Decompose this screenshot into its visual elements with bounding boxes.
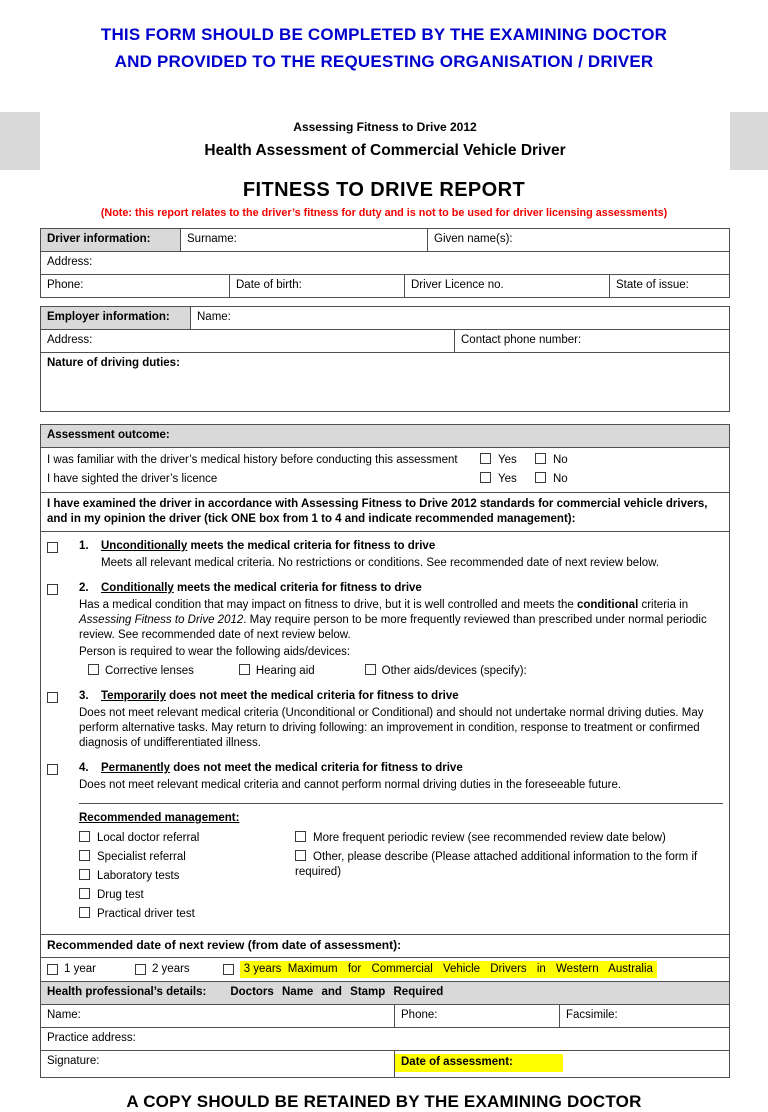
driver-row-1 (41, 229, 729, 252)
sighted-no-group (535, 472, 568, 487)
review-heading-text: Recommended date of next review (from date of assessment): (47, 938, 402, 952)
option-3-keyword: Temporarily (101, 690, 166, 702)
title-band (0, 112, 768, 170)
assessment-table (40, 424, 730, 1078)
management-left-column (79, 831, 295, 926)
practical-driver-test-option (79, 907, 295, 922)
more-frequent-review-label: More frequent periodic review (see recommended review date below) (313, 832, 666, 844)
professional-stamp-note: Doctors Name and Stamp Required (230, 986, 444, 998)
driver-phone-field[interactable]: Phone: (41, 275, 230, 297)
sighted-no-checkbox[interactable] (535, 472, 546, 483)
option-3-body: Does not meet relevant medical criteria (Unconditional or Conditional) and should not undertake normal driving duties. May perform alternative tasks. May return to driving following: an improvement in condition, response to treatment or confirmed diagnosis of undifferentiated illness. (79, 707, 704, 749)
employer-name-field[interactable]: Name: (197, 311, 231, 323)
no-label: No (553, 454, 568, 466)
report-note: (Note: this report relates to the driver’s fitness for duty and is not to be used for driver licensing assessments) (100, 207, 668, 219)
assessment-options-cell (41, 532, 729, 934)
spacer (40, 412, 730, 424)
option-3-checkbox[interactable] (47, 692, 58, 703)
laboratory-tests-checkbox[interactable] (79, 869, 90, 880)
management-heading: Recommended management: (79, 812, 240, 824)
practice-address-row (41, 1028, 729, 1051)
question-familiar-text: I was familiar with the driver’s medical history before conducting this assessment (47, 454, 458, 466)
management-columns (79, 831, 723, 926)
employer-info-table (40, 306, 730, 412)
other-aids-checkbox[interactable] (365, 664, 376, 675)
professional-name-row (41, 1005, 729, 1028)
dob-field[interactable]: Date of birth: (230, 275, 405, 297)
review-3-years-highlight (240, 961, 657, 978)
local-doctor-referral-label: Local doctor referral (97, 832, 200, 844)
driver-address-field[interactable]: Address: (47, 256, 93, 268)
familiar-no-checkbox[interactable] (535, 453, 546, 464)
sighted-yes-group (480, 472, 517, 487)
review-2-years-option (135, 962, 190, 977)
given-names-field[interactable]: Given name(s): (434, 233, 513, 245)
option-1-checkbox[interactable] (47, 542, 58, 553)
practice-address-field[interactable]: Practice address: (47, 1032, 136, 1044)
professional-name-field[interactable]: Name: (41, 1005, 395, 1027)
sighted-yes-checkbox[interactable] (480, 472, 491, 483)
question-sighted (47, 470, 723, 489)
review-1-year-label: 1 year (64, 963, 96, 975)
option-4-keyword: Permanently (101, 762, 171, 774)
review-options-row (41, 958, 729, 982)
review-3-years-note: Maximum for Commercial Vehicle Drivers in Western Australia (287, 963, 653, 975)
yes-label: Yes (498, 473, 517, 485)
option-1-body: Meets all relevant medical criteria. No restrictions or conditions. See recommended date of next review below. (101, 557, 660, 569)
professional-header-row (41, 982, 729, 1005)
more-frequent-review-checkbox[interactable] (295, 831, 306, 842)
practical-driver-test-label: Practical driver test (97, 908, 195, 920)
option-3 (47, 689, 723, 751)
option-2-body-italic: Assessing Fitness to Drive 2012 (79, 614, 244, 626)
drug-test-label: Drug test (97, 889, 144, 901)
option-2-heading-text: meets the medical criteria for fitness to drive (173, 582, 422, 594)
other-aids-option (365, 664, 527, 679)
driver-section-label: Driver information: (41, 229, 181, 251)
review-2-years-checkbox[interactable] (135, 964, 146, 975)
driver-row-3 (41, 275, 729, 297)
option-4-number: 4. (79, 762, 89, 774)
assessment-section-label: Assessment outcome: (41, 425, 729, 447)
form-subtitle: Health Assessment of Commercial Vehicle Driver (204, 142, 566, 159)
driver-row-2 (41, 252, 729, 275)
assessment-questions-cell (41, 448, 729, 492)
date-of-assessment-label: Date of assessment: (395, 1054, 563, 1072)
practical-driver-test-checkbox[interactable] (79, 907, 90, 918)
option-2-checkbox[interactable] (47, 584, 58, 595)
professional-phone-field[interactable]: Phone: (395, 1005, 560, 1027)
recommended-management-block (79, 803, 723, 934)
option-2-body (79, 598, 723, 643)
aids-row (79, 664, 723, 679)
option-4-heading-text: does not meet the medical criteria for fitness to drive (170, 762, 463, 774)
option-3-heading-text: does not meet the medical criteria for fitness to drive (165, 690, 459, 702)
assessment-questions-row (41, 448, 729, 493)
licence-no-field[interactable]: Driver Licence no. (405, 275, 610, 297)
aids-intro-text: Person is required to wear the following aids/devices: (79, 646, 351, 658)
no-label: No (553, 473, 568, 485)
option-1-number: 1. (79, 540, 89, 552)
review-3-years-option (223, 961, 657, 978)
review-3-years-label: 3 years (243, 963, 282, 975)
option-2-number: 2. (79, 582, 89, 594)
assessment-options-row (41, 532, 729, 935)
laboratory-tests-option (79, 869, 295, 884)
drug-test-checkbox[interactable] (79, 888, 90, 899)
other-describe-checkbox[interactable] (295, 850, 306, 861)
form-body (40, 228, 730, 1078)
hearing-aid-checkbox[interactable] (239, 664, 250, 675)
employer-row-2 (41, 330, 729, 353)
option-1-heading (79, 539, 723, 554)
top-instruction-line2: AND PROVIDED TO THE REQUESTING ORGANISATION / DRIVER (114, 52, 654, 71)
assessment-header-row (41, 425, 729, 448)
professional-header-cell (41, 982, 729, 1004)
option-2-body-fragment: . May require person to be more frequently reviewed than prescribed under normal periodic review. See recommended date of next review below. (79, 614, 707, 641)
review-2-years-label: 2 years (151, 963, 190, 975)
question-sighted-text: I have sighted the driver’s licence (47, 473, 218, 485)
option-4 (47, 761, 723, 793)
corrective-lenses-checkbox[interactable] (88, 664, 99, 675)
laboratory-tests-label: Laboratory tests (97, 870, 180, 882)
review-1-year-option (47, 962, 96, 977)
bottom-instruction: A COPY SHOULD BE RETAINED BY THE EXAMINING DOCTOR (126, 1092, 642, 1111)
option-1-heading-text: meets the medical criteria for fitness to drive (187, 540, 436, 552)
employer-row-3 (41, 353, 729, 411)
option-3-number: 3. (79, 690, 89, 702)
specialist-referral-label: Specialist referral (97, 851, 186, 863)
top-instruction-line1: THIS FORM SHOULD BE COMPLETED BY THE EXAMINING DOCTOR (100, 25, 668, 44)
date-of-assessment-cell[interactable] (395, 1051, 729, 1077)
review-1-year-checkbox[interactable] (47, 964, 58, 975)
yes-label: Yes (498, 454, 517, 466)
more-frequent-review-option (295, 831, 717, 846)
facsimile-field[interactable]: Facsimile: (566, 1009, 618, 1021)
other-describe-option (295, 850, 717, 880)
other-describe-label: Other, please describe (Please attached additional information to the form if required) (295, 851, 698, 878)
assessment-intro-text: I have examined the driver in accordance with Assessing Fitness to Drive 2012 standards for commercial vehicle drivers, and in my opinion the driver (tick ONE box from 1 to 4 and indicate recommended management): (47, 498, 708, 525)
option-1-keyword: Unconditionally (101, 540, 188, 552)
employer-address-field[interactable]: Address: (41, 330, 455, 352)
option-1 (47, 539, 723, 571)
review-3-years-checkbox[interactable] (223, 964, 234, 975)
management-right-column (295, 831, 723, 926)
review-heading-row (41, 935, 729, 958)
option-4-heading (79, 761, 723, 776)
familiar-no-group (535, 453, 568, 468)
edition-title: Assessing Fitness to Drive 2012 (293, 120, 477, 134)
option-2-body-fragment: Has a medical condition that may impact on fitness to drive, but it is well controlled and meets the (79, 599, 577, 611)
option-2-heading (79, 581, 723, 596)
state-of-issue-field[interactable]: State of issue: (616, 279, 689, 291)
familiar-yes-checkbox[interactable] (480, 453, 491, 464)
option-2-keyword: Conditionally (101, 582, 174, 594)
local-doctor-referral-checkbox[interactable] (79, 831, 90, 842)
option-3-heading (79, 689, 723, 704)
option-2-body-fragment: criteria in (638, 599, 689, 611)
report-title: FITNESS TO DRIVE REPORT (242, 179, 526, 201)
surname-field[interactable]: Surname: (181, 229, 428, 251)
corrective-lenses-option (88, 664, 194, 679)
drug-test-option (79, 888, 295, 903)
question-familiar (47, 451, 723, 470)
contact-phone-field[interactable]: Contact phone number: (461, 334, 582, 346)
corrective-lenses-label: Corrective lenses (105, 665, 194, 677)
employer-row-1 (41, 307, 729, 330)
hearing-aid-option (239, 664, 315, 679)
familiar-yes-group (480, 453, 517, 468)
signature-field[interactable]: Signature: (41, 1051, 395, 1077)
option-2-body-bold: conditional (576, 599, 639, 611)
option-4-body: Does not meet relevant medical criteria and cannot perform normal driving duties in the foreseeable future. (79, 779, 622, 791)
review-options-cell (41, 958, 729, 981)
hearing-aid-label: Hearing aid (255, 665, 315, 677)
assessment-intro-row (41, 493, 729, 532)
spacer (40, 298, 730, 306)
signature-row (41, 1051, 729, 1077)
driver-info-table (40, 228, 730, 298)
option-4-checkbox[interactable] (47, 764, 58, 775)
specialist-referral-checkbox[interactable] (79, 850, 90, 861)
title-box (40, 112, 730, 170)
option-2 (47, 581, 723, 679)
local-doctor-referral-option (79, 831, 295, 846)
driving-duties-field[interactable]: Nature of driving duties: (47, 357, 180, 369)
professional-section-label: Health professional’s details: (47, 986, 207, 998)
employer-section-label: Employer information: (41, 307, 191, 329)
specialist-referral-option (79, 850, 295, 865)
top-instruction (0, 0, 768, 75)
other-aids-label: Other aids/devices (specify): (381, 665, 527, 677)
